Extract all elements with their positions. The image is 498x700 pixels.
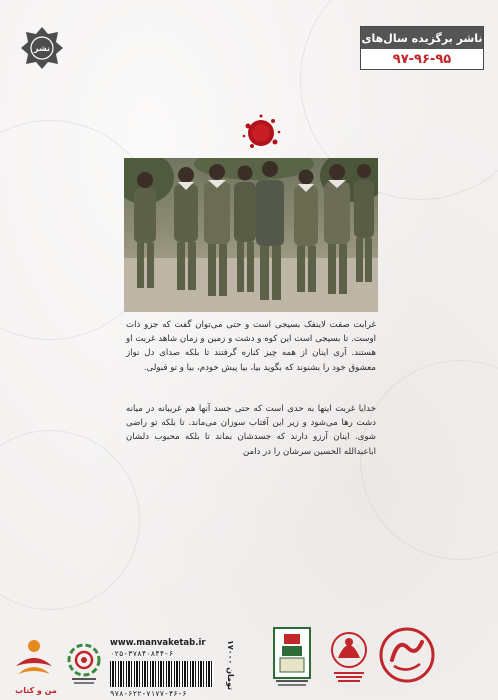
decorative-swirl <box>360 360 498 560</box>
isbn-number: ۹۷۸-۶۲۲-۷۱۷۷-۴۶-۶ <box>110 689 187 698</box>
publisher-name: من و کتاب <box>15 686 57 695</box>
soldiers-photo-image <box>124 158 378 312</box>
fist-emblem-icon <box>270 626 314 688</box>
manvaketab-logo-icon <box>12 636 56 686</box>
price-label: ۱۷۰۰۰ تومان <box>226 640 235 691</box>
publisher-seal <box>20 26 64 70</box>
barcode <box>110 661 214 687</box>
award-years: ۹۷-۹۶-۹۵ <box>392 51 452 67</box>
green-red-circle-logo-icon <box>66 640 102 686</box>
website-url: www.manvaketab.ir <box>110 638 206 648</box>
phone-number: ۰۲۵-۳۷۸۴۰۸۴۴-۶ <box>110 649 174 658</box>
decorative-swirl <box>0 430 140 610</box>
paragraph-1: غرابت صفت لاینفک بسیجی است و حتی می‌توان گفت که جزو ذات اوست. تا بسیجی است این کوه و دشت و زمین و زمان شاهد غربت او هستند. آری اینان از همه چیز کناره گرفتند تا بلکه صدای دل نواز معشوق خود را بشنوند که بگوید بیا، بیا پیش خودم، بیا و تو قبولی. <box>126 320 376 373</box>
red-crest-emblem-icon <box>326 628 372 686</box>
publication-info <box>110 638 220 698</box>
soldiers-photo <box>124 158 378 312</box>
seal-label: نشر <box>33 43 51 53</box>
award-title: ناشر برگزیده سال‌های <box>361 27 483 49</box>
paragraph-2: خدایا غربت اینها به حدی است که حتی جسد آنها هم غریبانه در میانه دشت رها می‌شود و زیر این آفتاب سوزان می‌ماند. تا بلکه تو راضی شوی. اینان آرزو دارند که جسدشان بماند تا بلکه محبوب دلشان اباعبدالله الحسین سرشان را در دامن <box>126 404 376 457</box>
blood-splash-icon <box>240 112 282 154</box>
award-banner <box>360 26 484 70</box>
red-calligraphy-logo-icon <box>378 626 436 684</box>
